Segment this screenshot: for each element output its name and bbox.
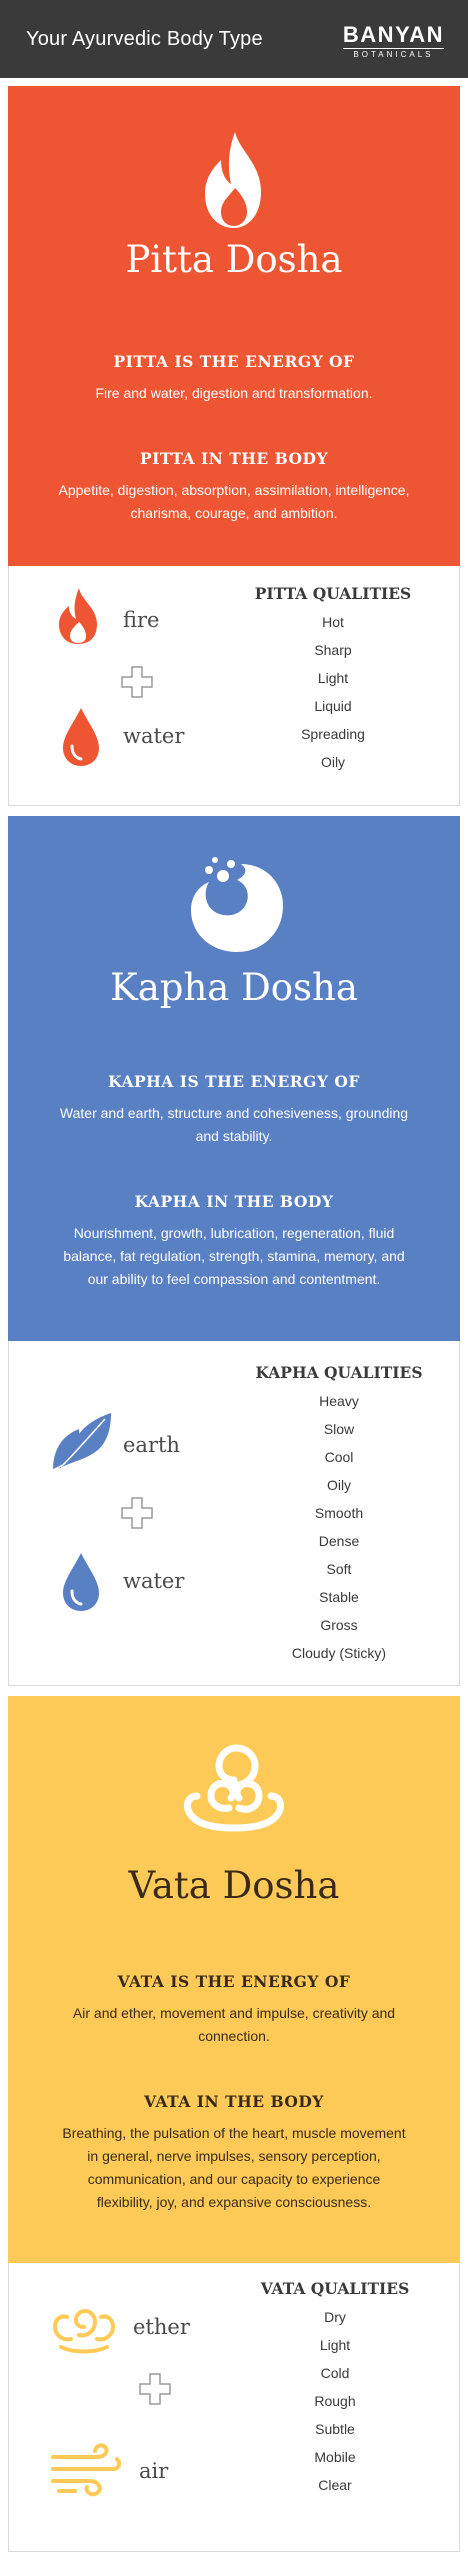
quality-item: Cloudy (Sticky) — [291, 1645, 387, 1661]
kapha-body-text: Nourishment, growth, lubrication, regeneration, fluid balance, fat regulation, strength, stamina, memory, and our ability to feel compassion and contentment. — [63, 1225, 405, 1287]
quality-item: Oily — [320, 754, 346, 770]
plus-icon — [121, 1497, 153, 1529]
vata-info-panel — [8, 1696, 460, 2263]
pitta-body-text: Appetite, digestion, absorption, assimilation, intelligence, charisma, courage, and ambition. — [58, 482, 410, 521]
water-drop-icon — [61, 706, 101, 768]
kapha-element-earth-label: earth — [123, 1433, 180, 1457]
header-bar — [0, 0, 468, 78]
vata-energy-text: Air and ether, movement and impulse, creativity and connection. — [72, 2005, 396, 2044]
pitta-element-water-label: water — [123, 724, 185, 748]
quality-item: Light — [319, 2337, 351, 2353]
kapha-qualities-list — [249, 1387, 429, 1667]
fire-icon — [55, 586, 101, 646]
wave-icon — [179, 856, 289, 956]
page-title: Your Ayurvedic Body Type — [26, 28, 263, 50]
quality-item: Rough — [314, 2393, 356, 2409]
vata-qualities-heading: VATA QUALITIES — [260, 2279, 410, 2298]
quality-item: Soft — [326, 1561, 352, 1577]
spiral-ether-icon — [49, 2299, 119, 2355]
quality-item: Cool — [324, 1449, 354, 1465]
logo-subtitle: BOTANICALS — [343, 48, 444, 60]
kapha-info-panel — [8, 816, 460, 1341]
quality-item: Oily — [326, 1477, 352, 1493]
kapha-title: Kapha Dosha — [110, 966, 358, 1009]
plus-icon — [121, 666, 153, 698]
vata-title: Vata Dosha — [128, 1864, 340, 1907]
pitta-energy-text: Fire and water, digestion and transformation. — [95, 385, 373, 401]
quality-item: Slow — [323, 1421, 355, 1437]
vata-qualities-panel — [8, 2263, 460, 2552]
flame-icon — [199, 130, 269, 230]
leaf-icon — [49, 1409, 113, 1473]
vata-body-heading: VATA IN THE BODY — [144, 2092, 324, 2111]
quality-item: Liquid — [314, 698, 352, 714]
kapha-qualities-heading: KAPHA QUALITIES — [255, 1363, 423, 1382]
plus-icon — [139, 2373, 171, 2405]
quality-item: Dry — [324, 2309, 346, 2325]
kapha-section — [8, 816, 460, 1686]
quality-item: Subtle — [315, 2421, 355, 2437]
water-drop-icon — [61, 1551, 101, 1613]
pitta-energy-heading: PITTA IS THE ENERGY OF — [113, 352, 355, 371]
quality-item: Cold — [320, 2365, 350, 2381]
pitta-qualities-list — [243, 608, 423, 776]
quality-item: Stable — [319, 1589, 359, 1605]
quality-item: Smooth — [314, 1505, 364, 1521]
quality-item: Mobile — [314, 2449, 356, 2465]
pitta-info-panel — [8, 86, 460, 566]
pitta-section — [8, 86, 460, 806]
kapha-energy-text: Water and earth, structure and cohesiveness, grounding and stability. — [59, 1105, 409, 1144]
pitta-qualities-panel — [8, 566, 460, 806]
kapha-element-water-label: water — [123, 1569, 185, 1593]
brand-logo[interactable] — [343, 24, 444, 60]
vata-qualities-list — [245, 2303, 425, 2499]
quality-item: Heavy — [319, 1393, 359, 1409]
pitta-qualities-heading: PITTA QUALITIES — [254, 584, 412, 603]
wind-icon — [49, 2443, 121, 2497]
vata-body-text: Breathing, the pulsation of the heart, muscle movement in general, nerve impulses, sensory perception, communication, and our capacity to experience flexibility, joy, and expansive consciousness. — [62, 2125, 406, 2210]
vata-element-air-label: air — [139, 2459, 169, 2483]
pitta-title: Pitta Dosha — [125, 238, 343, 281]
quality-item: Sharp — [314, 642, 352, 658]
quality-item: Clear — [318, 2477, 352, 2493]
kapha-body-heading: KAPHA IN THE BODY — [134, 1192, 334, 1211]
spiral-cloud-icon — [179, 1736, 289, 1836]
vata-energy-heading: VATA IS THE ENERGY OF — [117, 1972, 351, 1991]
pitta-body-heading: PITTA IN THE BODY — [139, 449, 329, 468]
quality-item: Light — [317, 670, 349, 686]
quality-item: Gross — [320, 1617, 358, 1633]
logo-wordmark: BANYAN — [342, 22, 444, 47]
kapha-energy-heading: KAPHA IS THE ENERGY OF — [108, 1072, 360, 1091]
quality-item: Hot — [322, 614, 344, 630]
quality-item: Dense — [318, 1533, 360, 1549]
pitta-element-fire-label: fire — [123, 608, 160, 632]
kapha-qualities-panel — [8, 1341, 460, 1686]
quality-item: Spreading — [301, 726, 365, 742]
vata-element-ether-label: ether — [133, 2315, 190, 2339]
vata-section — [8, 1696, 460, 2552]
